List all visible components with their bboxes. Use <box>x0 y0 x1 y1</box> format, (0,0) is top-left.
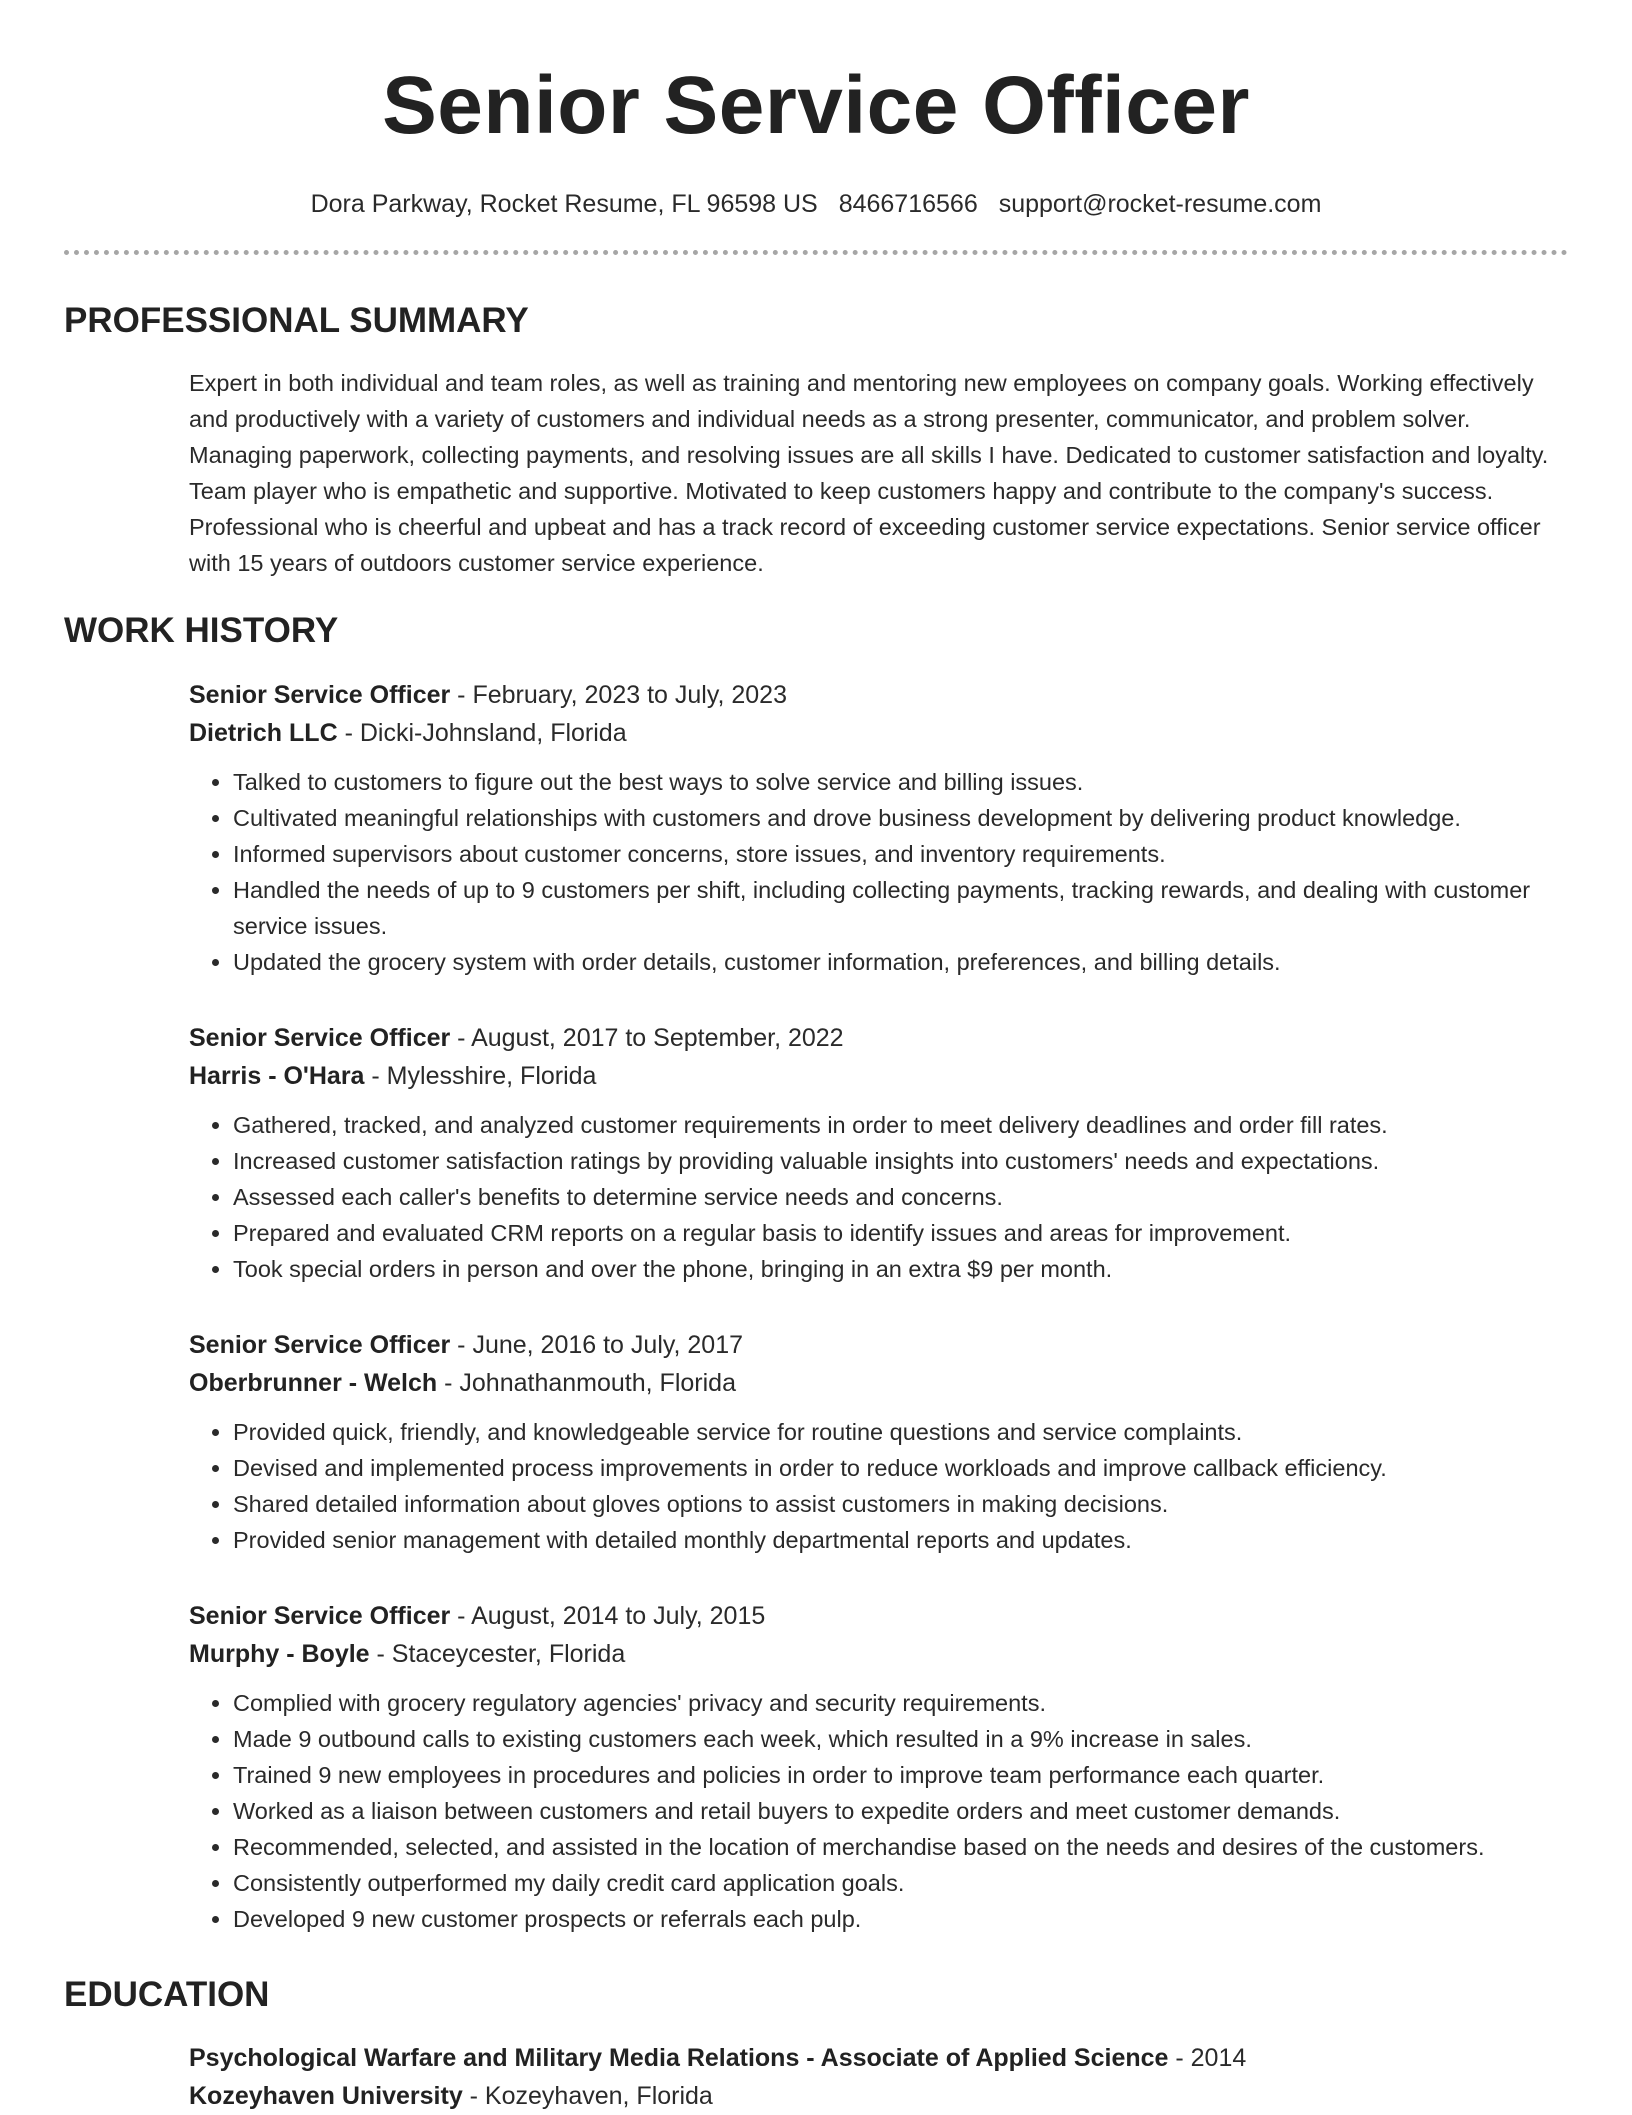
education-entry <box>189 2039 1569 2115</box>
resume-header <box>0 0 1632 220</box>
job-bullet: • Devised and implemented process improvements in order to reduce workloads and improve callback efficiency. <box>233 1450 1569 1486</box>
job-title-line <box>189 1326 1569 1364</box>
job-title-line <box>189 1597 1569 1635</box>
section-title-work-history: WORK HISTORY <box>64 611 339 650</box>
job-bullet: • Provided senior management with detailed monthly departmental reports and updates. <box>233 1522 1569 1558</box>
job-bullet: • Consistently outperformed my daily credit card application goals. <box>233 1865 1569 1901</box>
job-bullets <box>189 764 1569 980</box>
job-dates: - February, 2023 to July, 2023 <box>450 681 787 709</box>
job-entry <box>189 676 1569 980</box>
job-bullet: • Updated the grocery system with order details, customer information, preferences, and billing details. <box>233 944 1569 980</box>
job-role: Senior Service Officer <box>189 681 451 709</box>
job-company: Dietrich LLC <box>189 719 338 747</box>
job-title-line <box>189 1019 1569 1057</box>
education-location: - Kozeyhaven, Florida <box>462 2082 713 2110</box>
contact-phone: 8466716566 <box>838 190 978 218</box>
contact-email: support@rocket-resume.com <box>998 190 1322 218</box>
job-dates: - June, 2016 to July, 2017 <box>450 1331 744 1359</box>
job-bullet: • Complied with grocery regulatory agencies' privacy and security requirements. <box>233 1685 1569 1721</box>
job-bullet: • Handled the needs of up to 9 customers per shift, including collecting payments, tracking rewards, and dealing with customer service issues. <box>233 872 1569 944</box>
job-company-line <box>189 714 1569 752</box>
job-role: Senior Service Officer <box>189 1024 451 1052</box>
job-bullet: • Worked as a liaison between customers and retail buyers to expedite orders and meet customer demands. <box>233 1793 1569 1829</box>
education-school: Kozeyhaven University <box>189 2082 463 2110</box>
job-company-line <box>189 1364 1569 1402</box>
job-dates: - August, 2014 to July, 2015 <box>450 1602 766 1630</box>
education-degree: Psychological Warfare and Military Media Relations - Associate of Applied Science <box>189 2044 1169 2072</box>
job-bullet: • Assessed each caller's benefits to determine service needs and concerns. <box>233 1179 1569 1215</box>
job-bullet: • Cultivated meaningful relationships with customers and drove business development by delivering product knowledge. <box>233 800 1569 836</box>
section-title-education: EDUCATION <box>64 1975 270 2014</box>
job-dates: - August, 2017 to September, 2022 <box>450 1024 844 1052</box>
job-bullet: • Trained 9 new employees in procedures and policies in order to improve team performance each quarter. <box>233 1757 1569 1793</box>
job-entry <box>189 1019 1569 1287</box>
job-bullets <box>189 1107 1569 1287</box>
education-school-line <box>189 2077 1569 2115</box>
job-bullet: • Shared detailed information about gloves options to assist customers in making decisions. <box>233 1486 1569 1522</box>
summary-block <box>189 365 1569 581</box>
job-bullet: • Made 9 outbound calls to existing customers each week, which resulted in a 9% increase in sales. <box>233 1721 1569 1757</box>
contact-line <box>0 188 1632 220</box>
education-degree-line <box>189 2039 1569 2077</box>
job-bullet: • Provided quick, friendly, and knowledgeable service for routine questions and service complaints. <box>233 1414 1569 1450</box>
job-company: Harris - O'Hara <box>189 1062 365 1090</box>
job-bullet: • Recommended, selected, and assisted in the location of merchandise based on the needs and desires of the customers. <box>233 1829 1569 1865</box>
summary-text: Expert in both individual and team roles, as well as training and mentoring new employees on company goals. Working effectively and productively with a variety of customers and individual needs as a strong presenter, communicator, and problem solver. Managing paperwork, collecting payments, and resolving issues are all skills I have. Dedicated to customer satisfaction and loyalty. Team player who is empathetic and supportive. Motivated to keep customers happy and contribute to the company's success. Professional who is cheerful and upbeat and has a track record of exceeding customer service expectations. Senior service officer with 15 years of outdoors customer service experience. <box>189 370 1549 576</box>
section-title-summary: PROFESSIONAL SUMMARY <box>64 301 529 340</box>
job-bullet: • Developed 9 new customer prospects or referrals each pulp. <box>233 1901 1569 1937</box>
job-bullet: • Prepared and evaluated CRM reports on a regular basis to identify issues and areas for improvement. <box>233 1215 1569 1251</box>
job-company: Murphy - Boyle <box>189 1640 370 1668</box>
job-bullets <box>189 1685 1569 1937</box>
header-divider <box>64 250 1568 255</box>
job-company-line <box>189 1635 1569 1673</box>
job-role: Senior Service Officer <box>189 1602 451 1630</box>
job-company: Oberbrunner - Welch <box>189 1369 438 1397</box>
job-bullet: • Informed supervisors about customer concerns, store issues, and inventory requirements. <box>233 836 1569 872</box>
job-location: - Dicki-Johnsland, Florida <box>337 719 627 747</box>
job-location: - Johnathanmouth, Florida <box>437 1369 736 1397</box>
job-bullet: • Took special orders in person and over the phone, bringing in an extra $9 per month. <box>233 1251 1569 1287</box>
job-bullets <box>189 1414 1569 1558</box>
job-company-line <box>189 1057 1569 1095</box>
candidate-name: Senior Service Officer <box>382 60 1250 151</box>
job-bullet: • Talked to customers to figure out the best ways to solve service and billing issues. <box>233 764 1569 800</box>
job-title-line <box>189 676 1569 714</box>
job-location: - Staceycester, Florida <box>369 1640 626 1668</box>
job-entry <box>189 1326 1569 1558</box>
job-bullet: • Gathered, tracked, and analyzed customer requirements in order to meet delivery deadlines and order fill rates. <box>233 1107 1569 1143</box>
contact-address: Dora Parkway, Rocket Resume, FL 96598 US <box>310 190 818 218</box>
job-bullet: • Increased customer satisfaction ratings by providing valuable insights into customers' needs and expectations. <box>233 1143 1569 1179</box>
job-location: - Mylesshire, Florida <box>364 1062 597 1090</box>
education-year: - 2014 <box>1168 2044 1247 2072</box>
job-entry <box>189 1597 1569 1937</box>
job-role: Senior Service Officer <box>189 1331 451 1359</box>
